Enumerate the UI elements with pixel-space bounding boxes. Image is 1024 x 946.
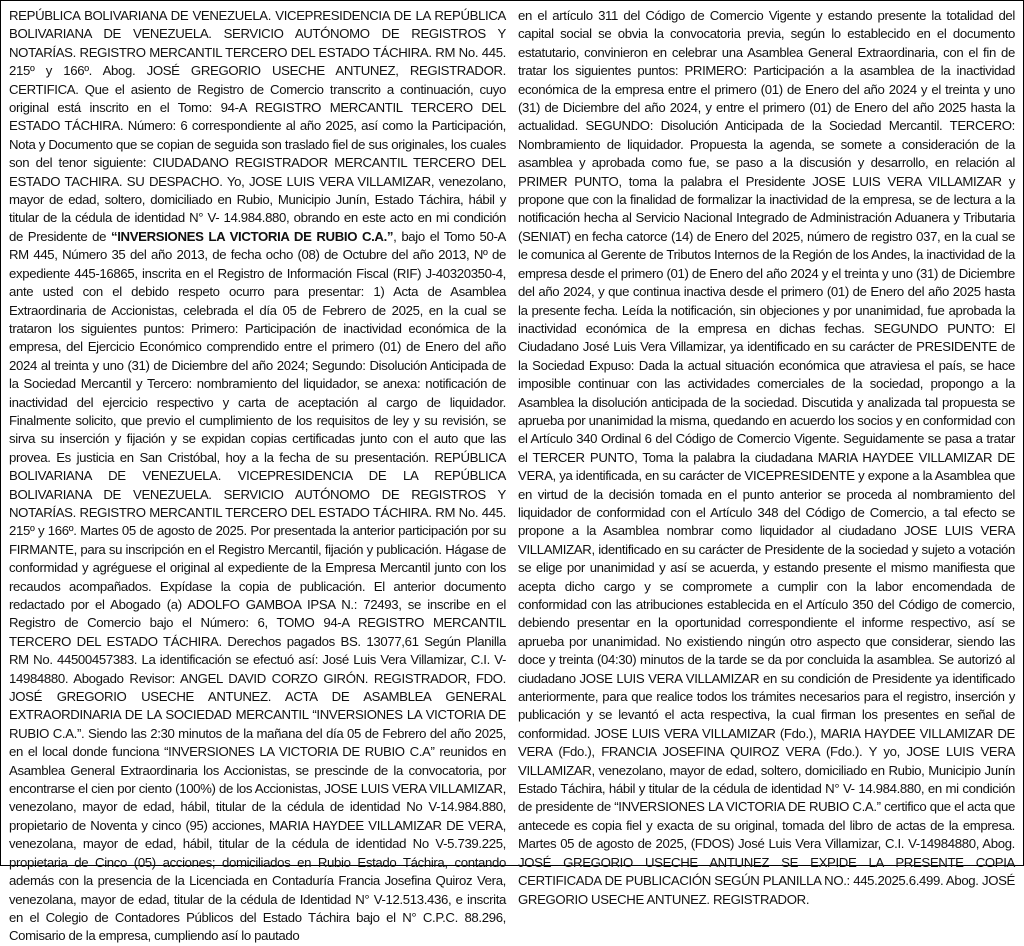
notice-text-left-part2: , bajo el Tomo 50-A RM 445, Número 35 del año 2013, de fecha ocho (08) de Octubre del año 2013, Nº de expediente 445-16865, inscrita en el Registro de Información Fiscal (RIF) J-40320350-4, ante usted con el debido respeto ocurro para presentar: 1) Acta de Asamblea Extraordinaria de Accionistas, celebrada el día 05 de Febrero de 2025, en la cual se trataron los siguientes puntos: Primero: Participación de inactividad económica de la empresa, del Ejercicio Económico comprendido entre el primero (01) de Enero del año 2024 al treinta y uno (31) de Diciembre del año 2024; Segundo: Disolución Anticipada de la Sociedad Mercantil y Tercero: nombramiento del liquidador, se anexa: notificación de inactividad del ejercicio respectivo y carta de aceptación al cargo de liquidador. Finalmente solicito, que previo el cumplimiento de los requisitos de ley y su revisión, se sirva su inserción y fijación y se expidan copias certificadas junto con el auto que las provea. Es justicia en San Cristóbal, hoy a la fecha de su presentación. REPÚBLICA BOLIVARIANA DE VENEZUELA. VICEPRESIDENCIA DE LA REPÚBLICA BOLIVARIANA DE VENEZUELA. SERVICIO AUTÓNOMO DE REGISTROS Y NOTARÍAS. REGISTRO MERCANTIL TERCERO DEL ESTADO TÁCHIRA. RM No. 445. 215º y 166º. Martes 05 de agosto de 2025. Por presentada la anterior participación por su FIRMANTE, para su inscripción en el Registro Mercantil, fijación y publicación. Hágase de conformidad y agréguese el original al expediente de la Empresa Mercantil junto con los recaudos acompañados. Expídase la copia de publicación. El anterior documento redactado por el Abogado (a) ADOLFO GAMBOA IPSA N.: 72493, se inscribe en el Registro de Comercio bajo el Número: 6, TOMO 94-A REGISTRO MERCANTIL TERCERO DEL ESTADO TÁCHIRA. Derechos pagados BS. 13077,61 Según Planilla RM No. 44500457383. La identificación se efectuó así: José Luis Vera Villamizar, C.I. V-14984880. Abogado Revisor: ANGEL DAVID CORZO GIRÓN. REGISTRADOR, FDO. JOSÉ GREGORIO USECHE ANTUNEZ. ACTA DE ASAMBLEA GENERAL EXTRAORDINARIA DE LA SOCIEDAD MERCANTIL “INVERSIONES LA VICTORIA DE RUBIO C.A.”. Siendo las 2:30 minutos de la mañana del día 05 de Febrero del año 2025, en el local donde funciona “INVERSIONES LA VICTORIA DE RUBIO C.A” reunidos en Asamblea General Extraordinaria los Accionistas, se prescinde de la convocatoria, por encontrarse el cien por ciento (100%) de los Accionistas, JOSE LUIS VERA VILLAMIZAR, venezolano, mayor de edad, hábil, titular de la cédula de identidad No V-14.984.880, propietario de Noventa y cinco (95) acciones, MARIA HAYDEE VILLAMIZAR DE VERA, venezolana, mayor de edad, hábil, titular de la cédula de identidad No V-5.739.225, propietaria de Cinco (05) acciones; domiciliados en Rubio Estado Táchira, contando además con la presencia de la Licenciada en Contaduría Francia Josefina Quiroz Vera, venezolana, mayor de edad, titular de la cédula de Identidad N° V-12.513.436, e inscrita en el Colegio de Contadores Públicos del Estado Táchira bajo el N° C.P.C. 88.296, Comisario de la empresa, cumpliendo así lo pautado [9,228,506,944]
notice-paragraph-right: en el artículo 311 del Código de Comercio Vigente y estando presente la totalidad del capital social se obvia la convocatoria previa, según lo establecido en el documento estatutario, convinieron en celebrar una Asamblea General Extraordinaria, con el fin de tratar los siguientes puntos: PRIMERO: Participación a la asamblea de la inactividad económica de la empresa entre el primero (01) de Enero del año 2024 y el treinta y uno (31) de Diciembre del año 2024, y entre el primero (01) de Enero del año 2025 hasta la actualidad. SEGUNDO: Disolución Anticipada de la Sociedad Mercantil. TERCERO: Nombramiento de liquidador. Propuesta la agenda, se somete a consideración de la asamblea y aprobada como fue, se paso a la discusión y desarrollo, en relación al PRIMER PUNTO, toma la palabra el Presidente JOSE LUIS VERA VILLAMIZAR y propone que con la finalidad de formalizar la inactividad de la empresa, se de lectura a la notificación hecha al Servicio Nacional Integrado de Administración Aduanera y Tributaria (SENIAT) en fecha catorce (14) de Enero del 2025, número de registro 037, en la cual se le comunica al Gerente de Tributos Internos de la Región de los Andes, la inactividad de la empresa desde el primero (01) de Enero del año 2024 y el treinta y uno (31) de Diciembre del año 2024, y que continua inactiva desde el primero (01) de Enero del año 2025 hasta la presente fecha. Leída la notificación, sin objeciones y por unanimidad, fue aprobada la inactividad económica de la empresa en dichas fechas. SEGUNDO PUNTO: El Ciudadano José Luis Vera Villamizar, ya identificado en su carácter de PRESIDENTE de la Sociedad Expuso: Dada la actual situación económica que atraviesa el país, se hace imposible continuar con las actividades comerciales de la sociedad, propongo a la Asamblea la disolución anticipada de la sociedad. Discutida y analizada tal propuesta se aprueba por unanimidad la misma, quedando en acuerdo los socios y en conformidad con el Artículo 340 Ordinal 6 del Código de Comercio Vigente. Seguidamente se pasa a tratar el TERCER PUNTO, Toma la palabra la ciudadana MARIA HAYDEE VILLAMIZAR DE VERA, ya identificada, en su carácter de VICEPRESIDENTE y expone a la Asamblea que en virtud de la decisión tomada en el punto anterior se proceda al nombramiento del liquidador de conformidad con el Artículo 348 del Código de Comercio, a tal efecto se propone a la Asamblea nombrar como liquidador al ciudadano JOSE LUIS VERA VILLAMIZAR, identificado en su carácter de Presidente de la sociedad y sujeto a votación se elige por unanimidad y así se acuerda, y estando presente el mismo manifiesta que acepta dicho cargo y se compromete a cumplir con la labor encomendada de conformidad con las atribuciones establecida en el Artículo 350 del Código de comercio, debiendo presentar en la oportunidad correspondiente el informe respectivo, así se aprueba por unanimidad. No existiendo ningún otro aspecto que considerar, siendo las doce y treinta (04:30) minutos de la tarde se da por concluida la asamblea. Se autorizó al ciudadano JOSE LUIS VERA VILLAMIZAR en su condición de Presidente ya identificado anteriormente, para que realice todos los trámites necesarios para el registro, inserción y publicación y se levantó el acta respectiva, la cual firman los presentes en señal de conformidad. JOSE LUIS VERA VILLAMIZAR (Fdo.), MARIA HAYDEE VILLAMIZAR DE VERA (Fdo.), FRANCIA JOSEFINA QUIROZ VERA (Fdo.). Y yo, JOSE LUIS VERA VILLAMIZAR, venezolano, mayor de edad, soltero, domiciliado en Rubio, Municipio Junín Estado Táchira, hábil y titular de la cédula de identidad N° V- 14.984.880, en mi condición de presidente de “INVERSIONES LA VICTORIA DE RUBIO C.A.” certifico que el acta que antecede es copia fiel y exacta de su original, tomada del libro de actas de la empresa. Martes 05 de agosto de 2025, (FDOS) José Luis Vera Villamizar, C.I. V-14984880, Abog. JOSÉ GREGORIO USECHE ANTUNEZ SE EXPIDE LA PRESENTE COPIA CERTIFICADA DE PUBLICACIÓN SEGÚN PLANILLA NO.: 445.2025.6.499. Abog. JOSÉ GREGORIO USECHE ANTUNEZ. REGISTRADOR. [518,8,1015,907]
notice-column-left [9,7,506,944]
notice-text-left-part1: REPÚBLICA BOLIVARIANA DE VENEZUELA. VICEPRESIDENCIA DE LA REPÚBLICA BOLIVARIANA DE VENEZUELA. SERVICIO AUTÓNOMO DE REGISTROS Y NOTARÍAS. REGISTRO MERCANTIL TERCERO DEL ESTADO TÁCHIRA. RM No. 445. 215º y 166º. Abog. JOSÉ GREGORIO USECHE ANTUNEZ, REGISTRADOR. CERTIFICA. Que el asiento de Registro de Comercio transcrito a continuación, cuyo original está inscrito en el Tomo: 94-A REGISTRO MERCANTIL TERCERO DEL ESTADO TÁCHIRA. Número: 6 correspondiente al año 2025, así como la Participación, Nota y Documento que se copian de seguida son traslado fiel de sus originales, los cuales son del tenor siguiente: CIUDADANO REGISTRADOR MERCANTIL TERCERO DEL ESTADO TACHIRA. SU DESPACHO. Yo, JOSE LUIS VERA VILLAMIZAR, venezolano, mayor de edad, soltero, domiciliado en Rubio, Municipio Junín, Estado Táchira, hábil y titular de la cédula de identidad N° V- 14.984.880, obrando en este acto en mi condición de Presidente de [9,8,506,244]
notice-paragraph-left [9,7,506,946]
company-name-bold: “INVERSIONES LA VICTORIA DE RUBIO C.A.” [111,228,394,244]
notice-column-right [518,7,1015,907]
